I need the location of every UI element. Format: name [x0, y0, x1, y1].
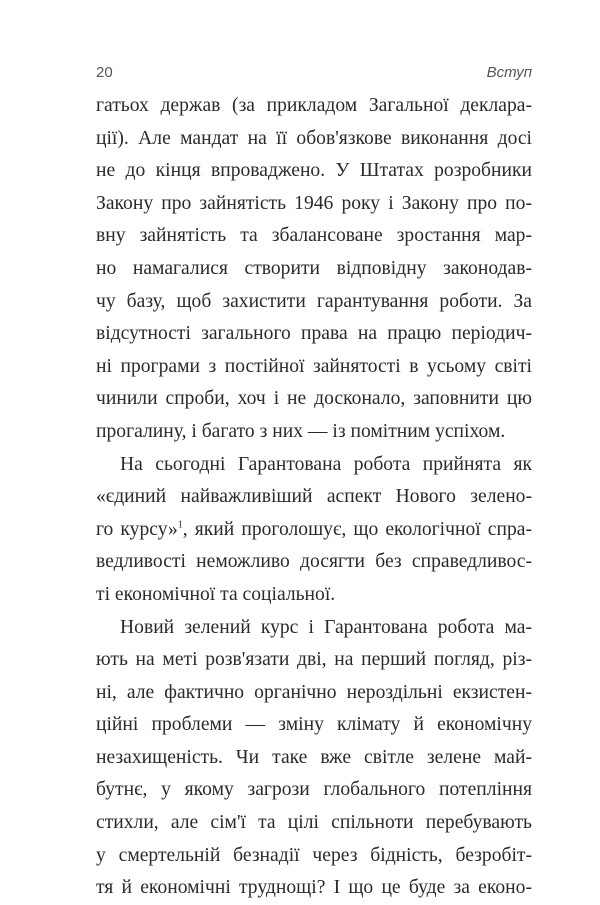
text-line: ні, але фактично органічно нероздільні екзистен- — [96, 681, 532, 703]
text-line: ційні проблеми — зміну клімату й економічну — [96, 714, 532, 736]
text-line: Новий зелений курс і Гарантована робота ма- — [120, 616, 532, 638]
text-line: бутнє, у якому загрози глобального потепління — [96, 779, 532, 801]
text-line: стихли, але сім'ї та цілі спільноти перебувають — [96, 812, 532, 834]
text-line: На сьогодні Гарантована робота прийнята як — [120, 453, 532, 475]
text-line: ції). Але мандат на її обов'язкове виконання досі — [96, 127, 532, 149]
text-line: відсутності загального права на працю періодич- — [96, 323, 532, 345]
text-line: «єдиний найважливіший аспект Нового зелено- — [96, 486, 532, 508]
text-line: у смертельній безнадії через бідність, безробіт- — [96, 844, 532, 866]
text-line: незахищеність. Чи таке вже світле зелене май- — [96, 746, 532, 768]
text-line: ні програми з постійної зайнятості в усьому світі — [96, 355, 532, 377]
running-head — [96, 64, 532, 84]
section-title: Вступ — [486, 64, 532, 81]
text-line: чу базу, щоб захистити гарантування роботи. За — [96, 290, 532, 312]
text-line: ті економічної та соціальної. — [96, 583, 336, 605]
body-text — [96, 90, 532, 905]
text-line-with-footnote — [96, 514, 532, 547]
text-line: гатьох держав (за прикладом Загальної деклара- — [96, 95, 532, 116]
paragraph-1 — [96, 90, 532, 449]
text-line: тя й економічні труднощі? І що це буде за еконо- — [96, 877, 532, 899]
text-line: ведливості неможливо досягти без справедливос- — [96, 551, 532, 573]
text-line: но намагалися створити відповідну законодав- — [96, 257, 532, 279]
footnote-marker[interactable]: 1 — [177, 519, 183, 531]
text-fragment: го курсу» — [96, 518, 178, 540]
paragraph-2 — [96, 449, 532, 612]
page-number: 20 — [96, 64, 113, 81]
text-fragment: , який проголошує, що екологічної спра- — [182, 518, 532, 540]
text-line: Закону про зайнятість 1946 року і Закону про по- — [96, 192, 532, 214]
text-line: ють на меті розв'язати дві, на перший погляд, різ- — [96, 649, 532, 671]
text-line: не до кінця впроваджено. У Штатах розробники — [96, 160, 532, 182]
text-line: чинили спроби, хоч і не досконало, заповнити цю — [96, 388, 532, 410]
text-line: вну зайнятість та збалансоване зростання мар- — [96, 225, 532, 247]
text-line: прогалину, і багато з них — із помітним успіхом. — [96, 420, 506, 442]
paragraph-3 — [96, 612, 532, 905]
